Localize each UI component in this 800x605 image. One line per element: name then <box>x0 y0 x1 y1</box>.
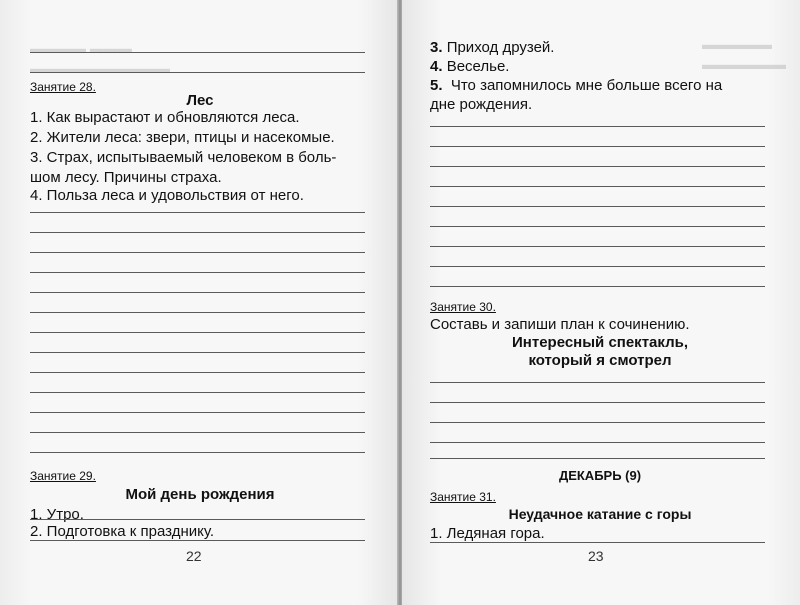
writing-line <box>30 232 365 233</box>
page-number: 23 <box>588 548 604 564</box>
bleed-through: ▬▬▬▬▬▬▬▬▬▬ <box>30 60 170 76</box>
bleed-through: ▬▬▬▬▬ <box>702 36 772 52</box>
writing-line <box>30 52 365 53</box>
plan-item: дне рождения. <box>430 96 533 113</box>
lesson-title: Интересный спектакль, <box>512 334 688 351</box>
writing-line <box>30 72 365 73</box>
writing-line <box>430 126 765 127</box>
writing-line <box>30 332 365 333</box>
right-page <box>402 0 800 605</box>
writing-line <box>430 286 765 287</box>
plan-item: 1. Утро. <box>30 506 84 523</box>
plan-item: 1. Как вырастают и обновляются леса. <box>30 109 300 126</box>
writing-line <box>30 519 365 520</box>
writing-line <box>430 246 765 247</box>
writing-line <box>430 266 765 267</box>
bleed-through: ▬▬▬▬▬▬ <box>702 56 786 72</box>
plan-item: 4. Веселье. <box>430 58 510 75</box>
lesson-instruction: Составь и запиши план к сочинению. <box>430 316 690 333</box>
lesson-label: Занятие 31. <box>430 490 496 504</box>
writing-line <box>30 540 365 541</box>
lesson-label: Занятие 30. <box>430 300 496 314</box>
writing-line <box>30 292 365 293</box>
lesson-title: Лес <box>186 92 214 109</box>
writing-line <box>30 352 365 353</box>
lesson-title: который я смотрел <box>528 352 672 369</box>
page-number: 22 <box>186 548 202 564</box>
plan-item: шом лесу. Причины страха. <box>30 169 222 186</box>
writing-line <box>30 452 365 453</box>
writing-line <box>30 252 365 253</box>
writing-line <box>30 372 365 373</box>
plan-item: 3. Приход друзей. <box>430 39 555 56</box>
writing-line <box>430 402 765 403</box>
plan-item: 1. Ледяная гора. <box>430 525 545 542</box>
left-page <box>0 0 398 605</box>
writing-line <box>430 458 765 459</box>
writing-line <box>30 392 365 393</box>
writing-line <box>430 146 765 147</box>
writing-line <box>430 206 765 207</box>
writing-line <box>30 432 365 433</box>
lesson-title: Мой день рождения <box>125 486 275 503</box>
month-heading: ДЕКАБРЬ (9) <box>558 468 642 483</box>
writing-line <box>430 166 765 167</box>
lesson-title: Неудачное катание с горы <box>508 506 692 522</box>
writing-line <box>430 542 765 543</box>
writing-line <box>30 312 365 313</box>
plan-item: 5. Что запомнилось мне больше всего на <box>430 77 723 94</box>
writing-line <box>430 186 765 187</box>
plan-item: 2. Подготовка к празднику. <box>30 523 215 540</box>
writing-line <box>430 422 765 423</box>
lesson-label: Занятие 28. <box>30 80 96 94</box>
writing-line <box>30 212 365 213</box>
plan-item: 2. Жители леса: звери, птицы и насекомые. <box>30 129 335 146</box>
writing-line <box>30 412 365 413</box>
bleed-through: ▬▬▬▬ ▬▬▬ <box>30 40 132 56</box>
writing-line <box>30 272 365 273</box>
plan-item: 4. Польза леса и удовольствия от него. <box>30 187 304 204</box>
plan-item: 3. Страх, испытываемый человеком в боль- <box>30 149 337 166</box>
writing-line <box>430 226 765 227</box>
writing-line <box>430 382 765 383</box>
writing-line <box>430 442 765 443</box>
lesson-label: Занятие 29. <box>30 469 96 483</box>
